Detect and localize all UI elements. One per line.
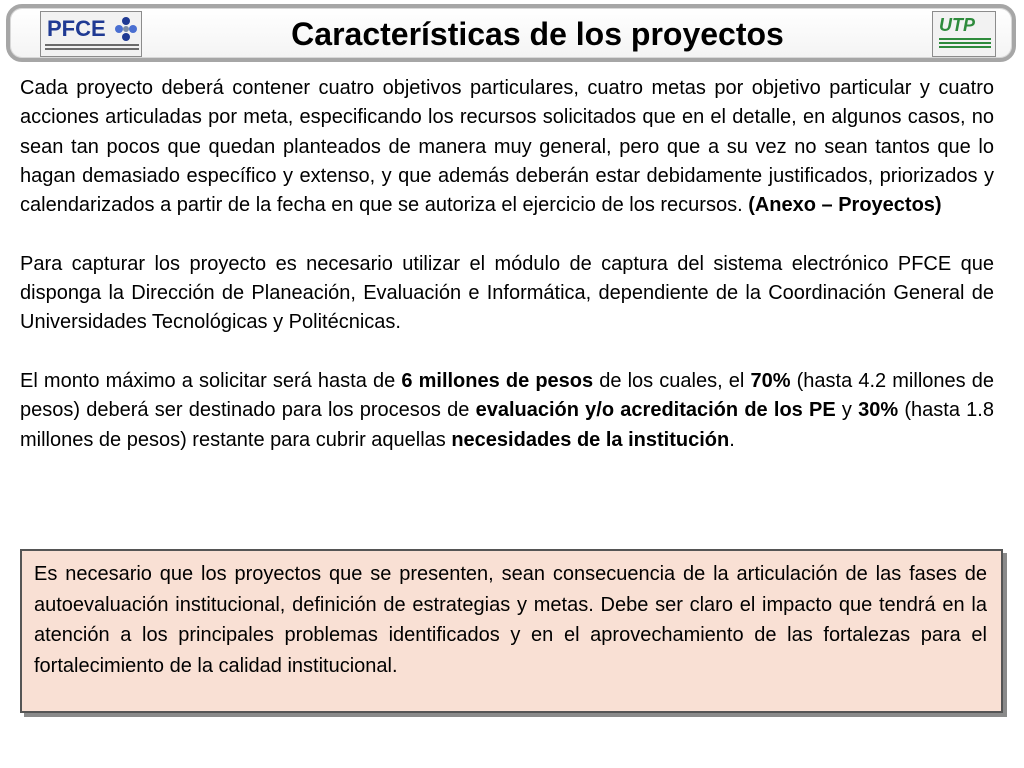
utp-logo-text: UTP bbox=[939, 15, 975, 35]
text-segment: Para capturar los proyecto es necesario utilizar el módulo de captura del sistema electrónico PFCE que disponga la Dirección de Planeación, Evaluación e Informática, dependiente de la Coordinación General de Universidades Tecnológicas y Politécnicas. bbox=[20, 252, 994, 334]
text-segment: (hasta 4.2 millones de pesos) deberá ser destinado para los procesos de bbox=[20, 369, 994, 422]
text-segment: de los cuales, el bbox=[593, 369, 751, 392]
text-segment: Cada proyecto deberá contener cuatro objetivos particulares, cuatro metas por objetivo particular y cuatro acciones articuladas por meta, especificando los recursos solicitados que en el detalle, en algunos casos, no sean tan pocos que quedan planteados de manera muy general, pero que a su vez no sean tantos que lo hagan demasiado específico y extenso, y que además deberán estar debidamente justificados, priorizados y calendarizados a partir de la fecha en que se autoriza el ejercicio de los recursos. bbox=[20, 77, 994, 217]
pfce-logo-text: PFCE bbox=[47, 16, 106, 41]
pfce-logo bbox=[40, 11, 142, 57]
page-title: Características de los proyectos bbox=[291, 16, 784, 52]
pfce-logo-subtitle bbox=[45, 44, 139, 52]
text-segment: El monto máximo a solicitar será hasta de bbox=[20, 369, 402, 392]
evaluation-accreditation: evaluación y/o acreditación de los PE bbox=[475, 399, 836, 422]
body-text bbox=[20, 74, 994, 484]
annex-reference: (Anexo – Proyectos) bbox=[748, 194, 942, 217]
percent-evaluation: 70% bbox=[750, 369, 791, 392]
text-segment: y bbox=[835, 399, 859, 422]
pfce-dots-icon bbox=[113, 16, 139, 42]
institution-needs: necesidades de la institución bbox=[451, 428, 730, 451]
budget-amount: 6 millones de pesos bbox=[401, 369, 594, 392]
paragraph-capture-system bbox=[20, 250, 994, 338]
paragraph-requirements bbox=[20, 74, 994, 220]
paragraph-budget bbox=[20, 367, 994, 455]
text-segment: . bbox=[729, 428, 735, 451]
note-text: Es necesario que los proyectos que se presenten, sean consecuencia de la articulación de las fases de autoevaluación institucional, definición de estrategias y metas. Debe ser claro el impacto que tendrá en la atención a los principales problemas identificados y en el aprovechamiento de las fortalezas para el fortalecimiento de la calidad institucional. bbox=[34, 563, 987, 677]
utp-logo bbox=[932, 11, 996, 57]
note-box bbox=[20, 549, 1003, 713]
text-segment: (hasta 1.8 millones de pesos) restante para cubrir aquellas bbox=[20, 399, 994, 451]
utp-logo-subtitle bbox=[939, 38, 991, 50]
percent-institution: 30% bbox=[858, 399, 899, 422]
